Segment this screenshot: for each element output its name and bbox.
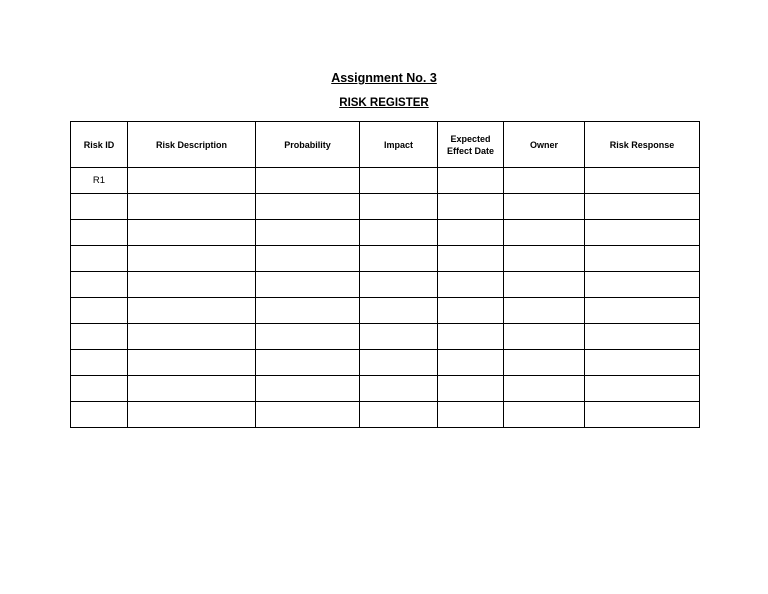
cell-impact	[360, 298, 438, 324]
cell-expected-effect-date	[438, 298, 504, 324]
cell-owner	[504, 272, 585, 298]
cell-risk-id	[71, 246, 128, 272]
table-row	[71, 402, 700, 428]
cell-risk-response	[585, 402, 700, 428]
cell-risk-id	[71, 376, 128, 402]
table-row	[71, 376, 700, 402]
cell-risk-response	[585, 168, 700, 194]
cell-owner	[504, 194, 585, 220]
cell-risk-id	[71, 402, 128, 428]
table-row	[71, 194, 700, 220]
cell-owner	[504, 324, 585, 350]
cell-risk-id	[71, 272, 128, 298]
cell-probability	[256, 324, 360, 350]
cell-probability	[256, 272, 360, 298]
cell-expected-effect-date	[438, 194, 504, 220]
column-header-expected-effect-date	[438, 122, 504, 168]
cell-impact	[360, 350, 438, 376]
cell-probability	[256, 246, 360, 272]
table-row	[71, 272, 700, 298]
cell-risk-id	[71, 324, 128, 350]
assignment-title: Assignment No. 3	[331, 71, 437, 85]
cell-impact	[360, 402, 438, 428]
risk-register-table	[70, 121, 700, 428]
table-row	[71, 168, 700, 194]
cell-risk-response	[585, 272, 700, 298]
cell-risk-description	[128, 402, 256, 428]
cell-risk-description	[128, 376, 256, 402]
cell-risk-description	[128, 194, 256, 220]
cell-impact	[360, 220, 438, 246]
cell-risk-description	[128, 220, 256, 246]
cell-owner	[504, 220, 585, 246]
cell-risk-response	[585, 324, 700, 350]
table-row	[71, 220, 700, 246]
cell-impact	[360, 168, 438, 194]
cell-owner	[504, 376, 585, 402]
cell-expected-effect-date	[438, 272, 504, 298]
cell-owner	[504, 402, 585, 428]
cell-impact	[360, 324, 438, 350]
column-header-probability: Probability	[256, 122, 360, 168]
cell-impact	[360, 376, 438, 402]
column-header-line: Expected	[450, 133, 491, 144]
cell-expected-effect-date	[438, 246, 504, 272]
cell-risk-description	[128, 350, 256, 376]
cell-risk-response	[585, 246, 700, 272]
cell-owner	[504, 298, 585, 324]
column-header-owner: Owner	[504, 122, 585, 168]
cell-risk-description	[128, 298, 256, 324]
header-row	[71, 122, 700, 168]
cell-risk-response	[585, 194, 700, 220]
cell-probability	[256, 350, 360, 376]
cell-probability	[256, 298, 360, 324]
cell-risk-response	[585, 350, 700, 376]
cell-risk-id	[71, 298, 128, 324]
cell-expected-effect-date	[438, 220, 504, 246]
column-header-impact: Impact	[360, 122, 438, 168]
cell-impact	[360, 194, 438, 220]
cell-risk-id	[71, 220, 128, 246]
table-row	[71, 246, 700, 272]
cell-risk-response	[585, 376, 700, 402]
table-body	[71, 168, 700, 428]
cell-probability	[256, 376, 360, 402]
column-header-risk-response: Risk Response	[585, 122, 700, 168]
cell-probability	[256, 194, 360, 220]
cell-risk-description	[128, 246, 256, 272]
cell-owner	[504, 168, 585, 194]
cell-risk-id: R1	[71, 168, 128, 194]
cell-impact	[360, 272, 438, 298]
column-header-line: Effect Date	[446, 145, 494, 156]
table-row	[71, 324, 700, 350]
cell-risk-description	[128, 324, 256, 350]
table-row	[71, 298, 700, 324]
table-row	[71, 350, 700, 376]
cell-expected-effect-date	[438, 324, 504, 350]
cell-risk-description	[128, 272, 256, 298]
cell-risk-id	[71, 194, 128, 220]
cell-expected-effect-date	[438, 168, 504, 194]
cell-impact	[360, 246, 438, 272]
cell-risk-response	[585, 298, 700, 324]
cell-probability	[256, 402, 360, 428]
cell-expected-effect-date	[438, 376, 504, 402]
column-header-risk-description: Risk Description	[128, 122, 256, 168]
cell-risk-id	[71, 350, 128, 376]
cell-risk-description	[128, 168, 256, 194]
cell-owner	[504, 246, 585, 272]
cell-probability	[256, 168, 360, 194]
column-header-risk-id: Risk ID	[71, 122, 128, 168]
cell-expected-effect-date	[438, 350, 504, 376]
register-title: RISK REGISTER	[339, 97, 429, 109]
cell-owner	[504, 350, 585, 376]
cell-risk-response	[585, 220, 700, 246]
cell-expected-effect-date	[438, 402, 504, 428]
cell-probability	[256, 220, 360, 246]
